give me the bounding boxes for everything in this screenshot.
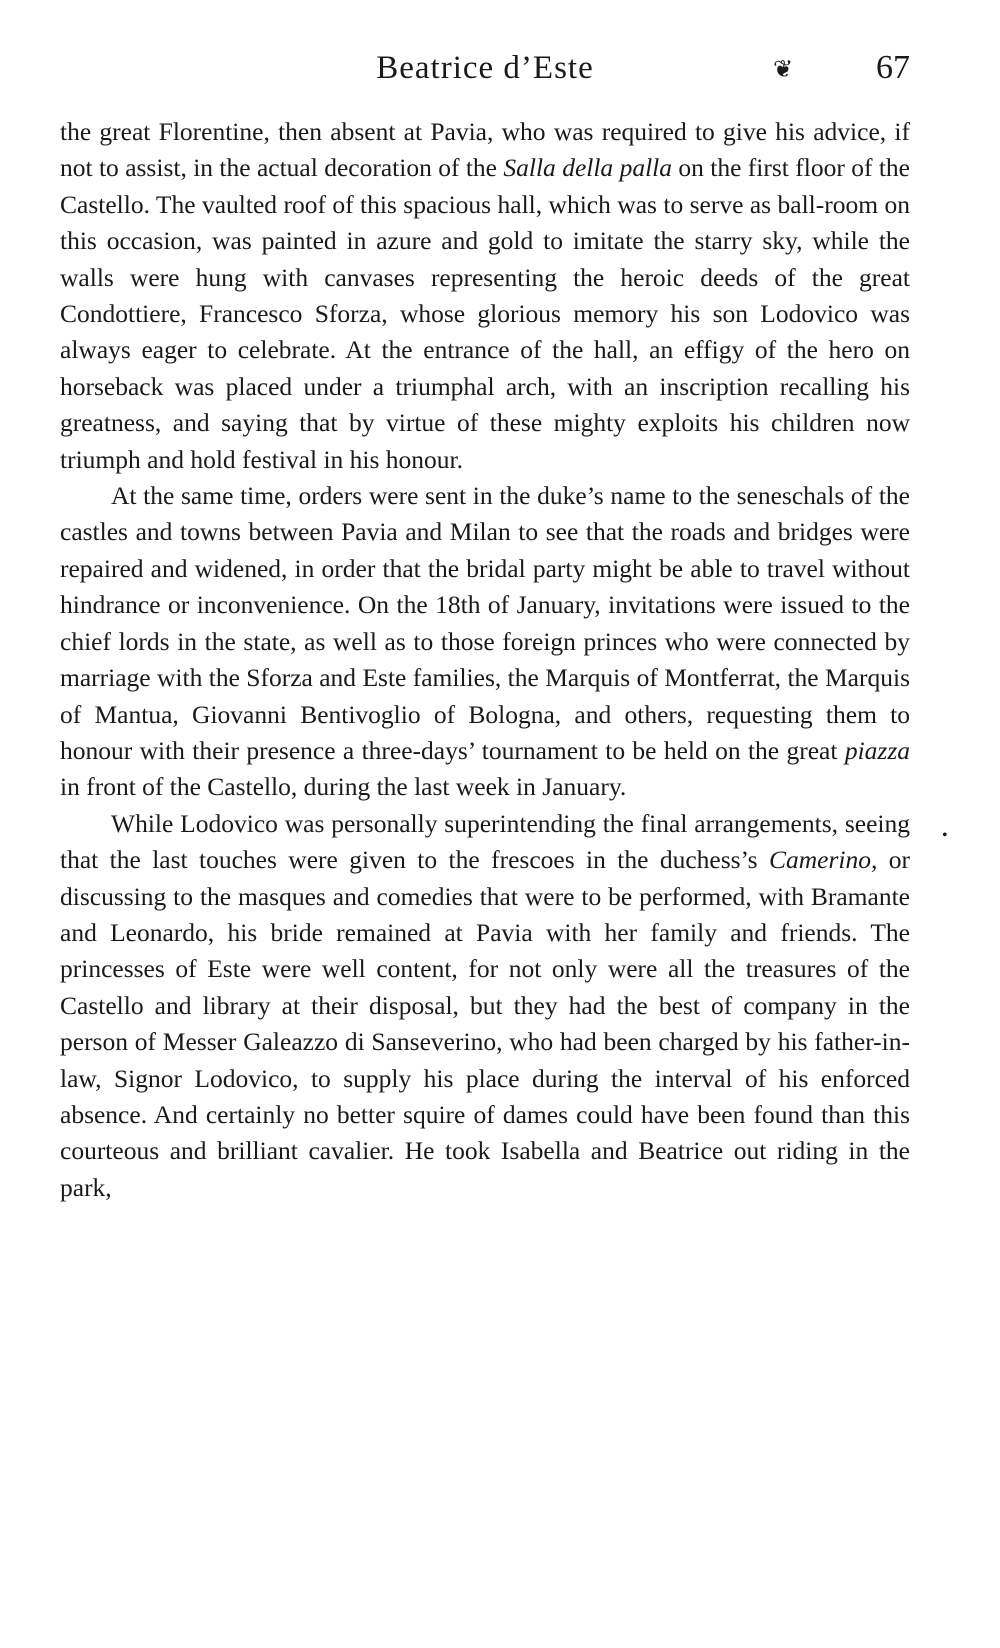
running-title: Beatrice d’Este (376, 50, 594, 86)
running-head (60, 44, 910, 92)
paragraph-2-italic-piazza: piazza (844, 735, 910, 765)
paragraph-3-italic-camerino: Camerino, (768, 845, 878, 875)
paragraph-3-text-b: or discussing to the masques and comedies that were to be performed, with Bramante and Leonardo, his bride remained at Pavia with her family and friends. The princesses of Este were well content, for not only were all the treasures of the Castello and library at their disposal, but they had the best of company in the person of Messer Galeazzo di Sanseverino, who had been charged by his father-in-law, Signor Lodovico, to supply his place during the interval of his enforced absence. And certainly no better squire of dames could have been found than this courteous and brilliant cavalier. He took Isabella and Beatrice out riding in the park, (60, 845, 910, 1202)
paragraph-3-text-a: While Lodovico was personally superintending the final arrangements, seeing that the last touches were given to the frescoes in the duchess’s (60, 808, 910, 875)
body-text (60, 114, 910, 1206)
paragraph-2 (60, 478, 910, 806)
page-number: 67 (876, 49, 910, 86)
margin-mark-icon: • (942, 827, 948, 844)
paragraph-1-italic-salla-della-palla: Salla della palla (503, 153, 672, 183)
fleuron-ornament-icon: ❦ (773, 57, 794, 83)
paragraph-1 (60, 114, 910, 478)
paragraph-1-text-a: the great Florentine, then absent at Pavia, who was required to give his advice, if not to assist, in the actual decoration of the (60, 117, 910, 183)
paragraph-2-text-b: in front of the Castello, during the last week in January. (60, 772, 627, 802)
paragraph-1-text-b: on the first floor of the Castello. The vaulted roof of this spacious hall, which was to serve as ball-room on this occasion, was painted in azure and gold to imitate the starry sky, while the walls were hung with canvases representing the heroic deeds of the great Condottiere, Francesco Sforza, whose glorious memory his son Lodovico was always eager to celebrate. At the entrance of the hall, an effigy of the hero on horseback was placed under a triumphal arch, with an inscription recalling his greatness, and saying that by virtue of these mighty exploits his children now triumph and hold festival in his honour. (60, 153, 910, 474)
paragraph-2-text-a: At the same time, orders were sent in the duke’s name to the seneschals of the castles and towns between Pavia and Milan to see that the roads and bridges were repaired and widened, in order that the bridal party might be able to travel without hindrance or inconvenience. On the 18th of January, invitations were issued to the chief lords in the state, as well as to those foreign princes who were connected by marriage with the Sforza and Este families, the Marquis of Montferrat, the Marquis of Mantua, Giovanni Bentivoglio of Bologna, and others, requesting them to honour with their presence a three-days’ tournament to be held on the great (60, 481, 910, 765)
paragraph-3 (60, 806, 910, 1206)
